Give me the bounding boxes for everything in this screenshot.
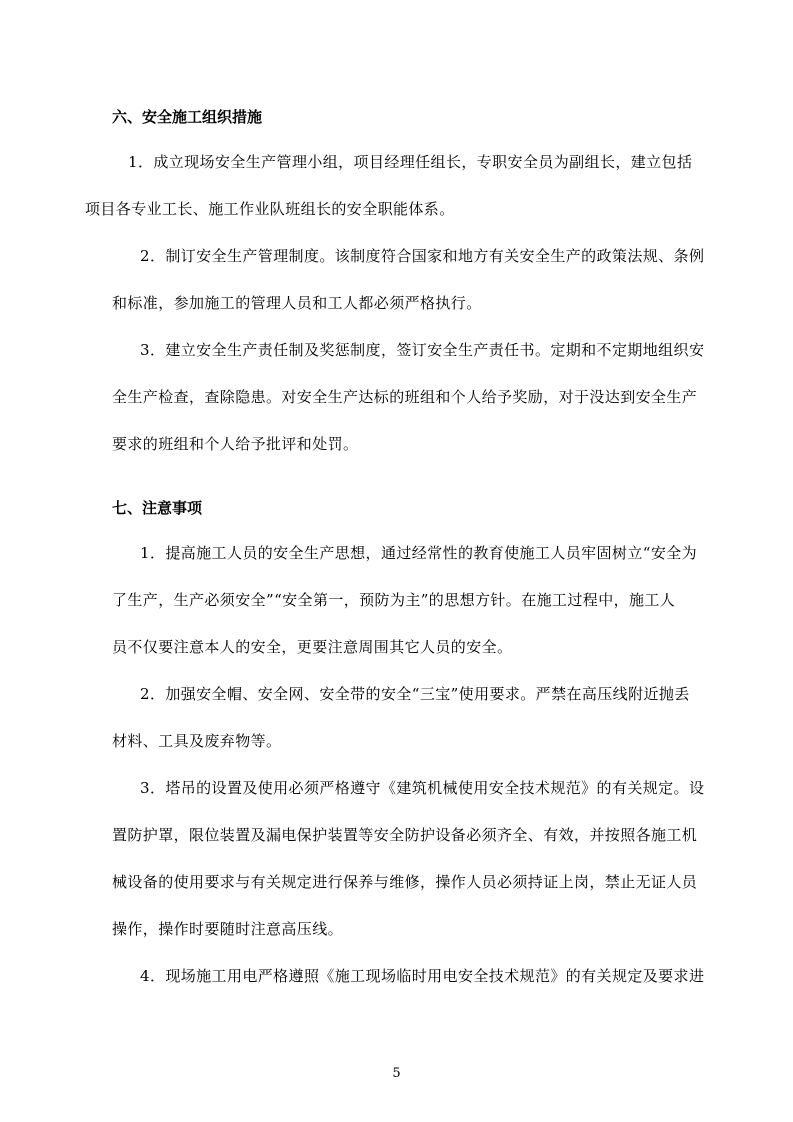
paragraph-line: 材料、工具及废弃物等。	[112, 732, 282, 750]
paragraph-line: 和标准，参加施工的管理人员和工人都必须严格执行。	[112, 294, 482, 312]
paragraph-line: 员不仅要注意本人的安全，更要注意周围其它人员的安全。	[112, 638, 513, 656]
paragraph-line: 3．建立安全生产责任制及奖惩制度，签订安全生产责任书。定期和不定期地组织安	[140, 341, 705, 359]
paragraph-line: 要求的班组和个人给予批评和处罚。	[112, 435, 359, 453]
paragraph-line: 4．现场施工用电严格遵照《施工现场临时用电安全技术规范》的有关规定及要求进	[140, 967, 705, 985]
paragraph-line: 项目各专业工长、施工作业队班组长的安全职能体系。	[85, 200, 455, 218]
paragraph-line: 1．成立现场安全生产管理小组，项目经理任组长，专职安全员为副组长，建立包括	[128, 153, 693, 171]
paragraph-line: 操作，操作时要随时注意高压线。	[112, 920, 344, 938]
paragraph-line: 3．塔吊的设置及使用必须严格遵守《建筑机械使用安全技术规范》的有关规定。设	[140, 779, 705, 797]
page-number: 5	[392, 1066, 401, 1081]
paragraph-line: 1．提高施工人员的安全生产思想，通过经常性的教育使施工人员牢固树立“安全为	[140, 544, 698, 562]
section-6-heading: 六、安全施工组织措施	[112, 108, 263, 126]
paragraph-line: 置防护罩，限位装置及漏电保护装置等安全防护设备必须齐全、有效，并按照各施工机	[112, 826, 698, 844]
paragraph-line: 械设备的使用要求与有关规定进行保养与维修，操作人员必须持证上岗，禁止无证人员	[112, 873, 698, 891]
paragraph-line: 了生产，生产必须安全”“安全第一，预防为主”的思想方针。在施工过程中，施工人	[112, 591, 676, 609]
section-7-heading: 七、注意事项	[112, 499, 203, 517]
paragraph-line: 2．加强安全帽、安全网、安全带的安全“三宝”使用要求。严禁在高压线附近抛丢	[140, 685, 690, 703]
paragraph-line: 2．制订安全生产管理制度。该制度符合国家和地方有关安全生产的政策法规、条例	[140, 247, 705, 265]
paragraph-line: 全生产检查，查除隐患。对安全生产达标的班组和个人给予奖励，对于没达到安全生产	[112, 388, 698, 406]
